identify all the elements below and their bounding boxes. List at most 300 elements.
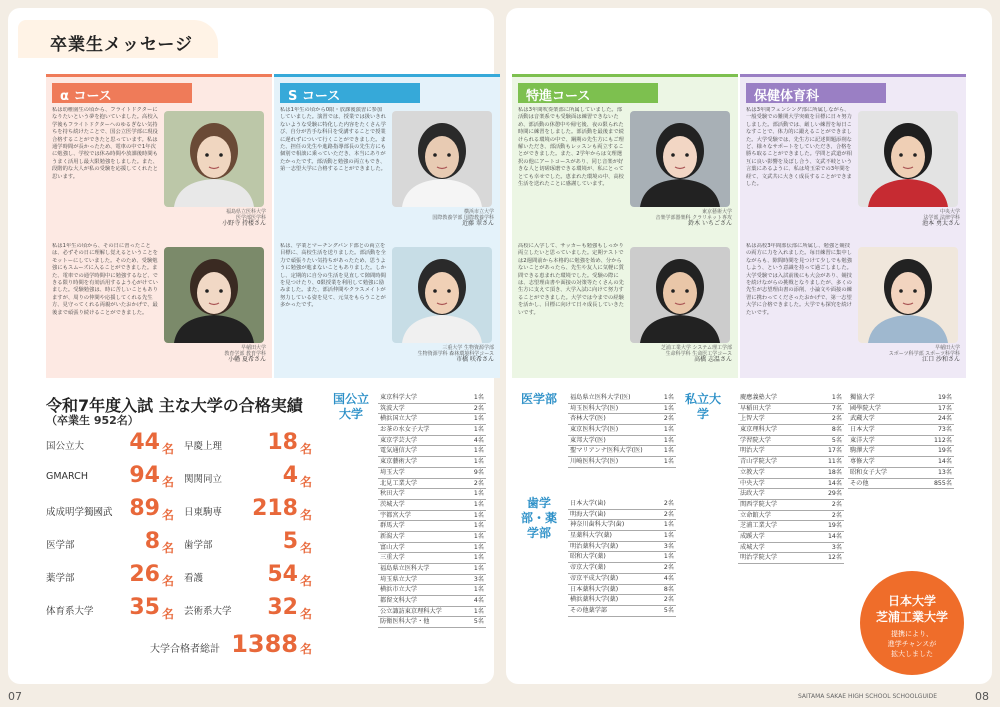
pass-count: 2名	[663, 510, 674, 518]
list-row	[378, 446, 486, 457]
university-name: 関西学院大学	[740, 500, 778, 508]
list-row	[738, 457, 844, 468]
pass-count: 1名	[473, 490, 484, 498]
list-row	[738, 521, 844, 532]
pass-count: 1名	[663, 553, 674, 561]
badge-line1: 日本大学	[887, 594, 936, 608]
list-row	[738, 532, 844, 543]
result-stat	[184, 463, 312, 495]
pass-count: 9名	[473, 468, 484, 476]
university-name: 三重大学	[380, 554, 405, 562]
university-name: 東京学芸大学	[380, 436, 418, 444]
pass-count: 1名	[663, 426, 674, 434]
portrait-icon	[392, 111, 492, 207]
university-name: 福島県立医科大学	[380, 565, 430, 572]
list-row	[568, 542, 676, 553]
pass-count: 1名	[663, 436, 674, 444]
stat-value: 26	[129, 562, 160, 587]
graduate-school: 東京藝術大学	[701, 209, 732, 215]
pass-count: 12名	[827, 554, 842, 562]
university-name: 公立諏訪東京理科大学	[380, 607, 442, 615]
pass-count: 112名	[934, 436, 952, 444]
list-row	[378, 553, 486, 564]
stat-label: 早慶上理	[184, 441, 223, 452]
pass-count: 1名	[663, 404, 674, 412]
pass-count: 14名	[827, 532, 842, 540]
university-name: 福島県立医科大学(医)	[570, 394, 631, 401]
portrait-icon	[164, 111, 264, 207]
university-name: 新潟大学	[380, 532, 405, 540]
stat-label: 成成明学獨國武	[46, 507, 113, 518]
list-row	[378, 596, 486, 607]
pass-count: 1名	[473, 565, 484, 572]
portrait-icon	[630, 247, 730, 343]
graduate-caption	[384, 209, 494, 228]
result-stat	[46, 496, 174, 528]
stat-label: 薬学部	[46, 573, 75, 584]
pass-count: 24名	[937, 415, 952, 423]
pass-count: 17名	[827, 447, 842, 455]
university-name: 茨城大学	[380, 500, 405, 508]
list-row	[378, 585, 486, 596]
portrait-icon	[392, 247, 492, 343]
medical-school-list	[568, 393, 676, 468]
portrait-icon	[858, 111, 958, 207]
stat-unit: 名	[299, 442, 312, 456]
private-university-list-2	[848, 393, 954, 489]
pass-count: 8名	[663, 585, 674, 593]
portrait-icon	[164, 247, 264, 343]
stat-unit: 名	[161, 607, 174, 621]
pass-count: 2名	[473, 479, 484, 487]
pass-count: 1名	[473, 511, 484, 519]
university-name: 明治薬科大学(薬)	[570, 542, 619, 550]
pass-count: 7名	[831, 404, 842, 412]
pass-count: 2名	[663, 596, 674, 604]
university-name: 立教大学	[740, 468, 765, 476]
stat-label: 歯学部	[184, 540, 213, 551]
list-row	[568, 425, 676, 436]
list-row	[848, 404, 954, 415]
list-row	[738, 500, 844, 511]
graduate-department: スポーツ科学部 スポーツ科学科	[888, 351, 960, 358]
list-row	[568, 585, 676, 596]
university-name: 埼玉県立大学	[380, 575, 418, 583]
university-name: 早稲田大学	[740, 404, 771, 412]
graduate-message: 私は1年生の頃から0限・放課後演習に参加していました。演習では、授業では扱いきれないような受験に特化した内容をたくさん学び、自分が苦手な科目を受講することで授業に遅れずについて行くことができました。また、担任の先生や進路指導部長の先生方にも個別で相談に乗っていただき、本当にありがたかったです。部活動と勉強の両立もでき、第一志望大学に合格することができました。	[280, 107, 386, 173]
list-label-dental: 歯学部・薬学部	[520, 496, 557, 540]
pass-count: 3名	[473, 575, 484, 583]
list-row	[568, 414, 676, 425]
graduate-photo	[164, 247, 264, 343]
list-row	[378, 617, 486, 628]
university-name: 日本薬科大学(薬)	[570, 585, 619, 593]
results-subtitle: （卒業生 952名）	[46, 414, 139, 427]
pass-count: 2名	[663, 564, 674, 572]
stat-label: 医学部	[46, 540, 75, 551]
pass-count: 14名	[827, 479, 842, 487]
pass-count: 1名	[663, 394, 674, 401]
graduate-caption	[156, 345, 266, 364]
university-name: 明海大学(歯)	[570, 510, 606, 518]
university-name: 電気通信大学	[380, 447, 418, 455]
list-row	[378, 457, 486, 468]
university-name: 東京理科大学	[740, 426, 778, 434]
national-university-list	[378, 393, 486, 628]
stat-label: 国公立大	[46, 441, 85, 452]
university-name: 埼玉大学	[380, 468, 405, 476]
list-row	[378, 511, 486, 522]
pass-count: 29名	[827, 490, 842, 498]
university-name: 星薬科大学(薬)	[570, 532, 612, 540]
graduate-photo	[392, 247, 492, 343]
list-row	[848, 446, 954, 457]
pass-count: 1名	[473, 554, 484, 562]
stat-unit: 名	[161, 574, 174, 588]
stat-label: GMARCH	[46, 471, 88, 482]
pass-count: 1名	[473, 447, 484, 455]
stat-unit: 名	[161, 508, 174, 522]
university-name: 東京医科大学(医)	[570, 426, 619, 434]
list-row	[378, 393, 486, 404]
graduate-photo	[630, 111, 730, 207]
pass-count: 11名	[827, 458, 842, 466]
graduate-name: 小野寺 持楼さん	[222, 220, 266, 228]
university-name: 日本大学	[850, 426, 875, 434]
list-row	[738, 404, 844, 415]
list-row	[848, 457, 954, 468]
pass-count: 1名	[663, 458, 674, 466]
graduate-name: 市橋 咲希さん	[456, 356, 494, 364]
list-row	[848, 425, 954, 436]
stat-value: 32	[267, 595, 298, 620]
university-name: 北見工業大学	[380, 479, 418, 487]
graduate-caption	[850, 209, 960, 228]
graduate-department: 法学部 法律学科	[923, 215, 960, 222]
university-name: 昭和大学(薬)	[570, 553, 606, 561]
list-row	[738, 553, 844, 564]
course-name: 特進コース	[518, 83, 658, 103]
pass-count: 5名	[663, 606, 674, 614]
list-row	[378, 414, 486, 425]
pass-count: 1名	[473, 607, 484, 615]
pass-count: 3名	[663, 542, 674, 550]
result-stat	[184, 430, 312, 462]
list-row	[378, 489, 486, 500]
pass-count: 19名	[937, 394, 952, 401]
stat-label: 体育系大学	[46, 606, 94, 617]
pass-count: 2名	[663, 500, 674, 507]
pass-count: 8名	[831, 426, 842, 434]
pass-count: 14名	[937, 458, 952, 466]
pass-count: 2名	[831, 415, 842, 423]
section-title: 卒業生メッセージ	[50, 35, 193, 55]
course-name: 保健体育科	[746, 83, 886, 103]
graduate-name: 池本 勇太さん	[922, 220, 960, 228]
list-row	[568, 595, 676, 606]
graduate-message: 私は、学業とマーチングバンド部との両立を目標に、高校生活を送りました。部活動を全力で頑張りたい気持ちがあったため、思うように勉強が進まないこともありました。しかし、定期的に自分の生活を見直して隙間時間を見つけたり、0限授業を利用して勉強に励みました。また、部活仲間やクラスメイトが努力している姿を見て、元気をもらうことが多かったです。	[280, 243, 386, 309]
list-row	[568, 563, 676, 574]
pass-count: 1名	[473, 522, 484, 530]
list-row	[738, 479, 844, 490]
graduate-name: 高橋 志温さん	[694, 356, 732, 364]
stat-value: 5	[282, 529, 298, 554]
pass-count: 19名	[937, 447, 952, 455]
footer-text: SAITAMA SAKAE HIGH SCHOOL SCHOOLGUIDE	[798, 693, 938, 700]
stat-unit: 名	[161, 475, 174, 489]
result-stat	[46, 529, 174, 561]
university-name: 武蔵大学	[850, 415, 875, 423]
graduate-message: 私は幼稚園生の頃から、フライトドクターになりたいという夢を抱いていました。高校入学後もフライトドクターへのゆるぎない気持ちを持ち続けたことで、国公立医学部に現役合格することができたと思っています。私は通学時間が長かったため、電車の中で1年次に勉強し、学校では休み時間や放課後時間もうまく活用し最大限勉強をしました。また、段階的な大人が私の受験を応援してくれたと思います。	[52, 107, 158, 180]
list-row	[568, 446, 676, 457]
university-name: 芝浦工業大学	[740, 522, 778, 530]
graduate-department: 音楽学部器楽科 クラリネット専攻	[655, 215, 732, 222]
pass-count: 1名	[473, 426, 484, 434]
list-row	[738, 446, 844, 457]
pass-count: 1名	[473, 532, 484, 540]
university-name: 中央大学	[740, 479, 765, 487]
stat-value: 44	[129, 430, 160, 455]
pass-count: 4名	[473, 597, 484, 605]
course-name: S コース	[280, 83, 420, 103]
total-value: 1388	[231, 630, 298, 658]
graduate-message: 私は高校3年間部伝部に所属し、勉強と競技の両方に力を入れました。毎日練習に集中しながらも、隙間時間を見つけて少しでも勉強しよう、という意識を持って過ごしました。大学受験では入試前後にも大会があり、競技を続けながらの挑戦となりましたが、多くの先生が志望理由書の添削、小論文や面接の練習に携わってくださったおかげで、第一志望大学に合格できました。大学でも探究を続けたいです。	[746, 243, 852, 316]
university-name: 神奈川歯科大学(歯)	[570, 521, 625, 529]
list-label-private: 私立大学	[684, 392, 721, 421]
list-row	[848, 479, 954, 490]
stat-unit: 名	[161, 442, 174, 456]
result-stat	[46, 430, 174, 462]
university-name: 東邦大学(医)	[570, 436, 606, 444]
result-stat	[46, 562, 174, 594]
list-row	[568, 606, 676, 617]
university-name: 宇都宮大学	[380, 511, 411, 519]
badge-line3: 提携により、	[891, 630, 933, 638]
stat-unit: 名	[299, 574, 312, 588]
stat-value: 54	[267, 562, 298, 587]
university-name: 帝京大学(薬)	[570, 564, 606, 572]
university-name: 立命館大学	[740, 511, 771, 519]
pass-count: 2名	[831, 500, 842, 508]
pass-count: 17名	[937, 404, 952, 412]
pass-count: 1名	[473, 586, 484, 594]
university-name: 明治学院大学	[740, 554, 778, 562]
portrait-icon	[630, 111, 730, 207]
list-row	[378, 575, 486, 586]
course-card-1	[46, 74, 272, 378]
university-name: 明治大学	[740, 447, 765, 455]
university-name: 横浜薬科大学(薬)	[570, 596, 619, 604]
list-row	[378, 479, 486, 490]
dental-pharmacy-list	[568, 499, 676, 617]
graduate-department: 医学部医学科	[235, 215, 266, 222]
pass-count: 1名	[663, 521, 674, 529]
university-name: 獨協大学	[850, 394, 875, 401]
pass-count: 1名	[473, 415, 484, 423]
university-name: 筑波大学	[380, 404, 405, 412]
pass-count: 5名	[831, 436, 842, 444]
graduate-school: 三重大学 生物資源学部	[442, 345, 494, 351]
university-name: 富山大学	[380, 543, 405, 551]
university-name: 聖マリアンナ医科大学(医)	[570, 447, 643, 455]
graduate-photo	[392, 111, 492, 207]
list-row	[378, 543, 486, 554]
stat-value: 4	[282, 463, 298, 488]
list-row	[378, 436, 486, 447]
page-number-right: 08	[975, 690, 989, 703]
list-row	[848, 393, 954, 404]
list-row	[378, 425, 486, 436]
graduate-message: 私は3年間フェンシング部に所属しながら、一般受験での難関大学突破を目標に日々努力しました。部活動では、厳しい練習を毎日こなすことで、体力的に鍛えることができました。大学受験では、先生方に記述問題添削など、様々なサポートをしていただき、合格を勝ち取ることができました。学問と武道が相互に良い影響を及ぼし合う、文武不岐という言葉にあるように、私は埼玉栄での3年間を経て、文武共に大きく成長することができました。	[746, 107, 852, 188]
list-row	[738, 468, 844, 479]
list-label-national: 国公立大学	[332, 392, 369, 421]
graduate-caption	[156, 209, 266, 228]
graduate-school: 福島県立医科大学	[225, 209, 266, 215]
university-name: 東京科学大学	[380, 394, 418, 401]
badge-line4: 進学チャンスが	[887, 640, 937, 648]
list-row	[568, 510, 676, 521]
graduate-school: 横浜市立大学	[463, 209, 494, 215]
list-row	[378, 532, 486, 543]
list-row	[378, 500, 486, 511]
portrait-icon	[858, 247, 958, 343]
result-stat	[184, 496, 312, 528]
university-name: 上智大学	[740, 415, 765, 423]
graduate-caption	[622, 345, 732, 364]
course-card-3	[512, 74, 738, 378]
university-name: 成蹊大学	[740, 532, 765, 540]
list-row	[568, 531, 676, 542]
graduate-message: 私は3年間吹奏楽部に所属していました。部活動は音楽系でも受験面は練習できないため、部活動の休憩中や帰宅後、夜の限られた時間に練習をしました。部活動を最後まで続けられる環境の中で、鋼期の先生方にもご理解いただき、部活動もレッスンも両立することができました。また、2学年からは文理選択の他にアートコースがあり、同じ音楽が好きな人と切磋琢磨できる環境が、私にとってとても幸せでした。恵まれた環境の中、高校生活を送れたことに感謝しています。	[518, 107, 624, 188]
university-name: 専修大学	[850, 458, 875, 466]
list-row	[378, 404, 486, 415]
list-row	[568, 499, 676, 510]
stat-label: 日東駒専	[184, 507, 223, 518]
stat-unit: 名	[299, 508, 312, 522]
list-row	[738, 414, 844, 425]
graduate-name: 鈴木 いちごさん	[688, 220, 732, 228]
list-row	[378, 607, 486, 618]
list-row	[568, 457, 676, 468]
pass-count: 3名	[831, 543, 842, 551]
list-row	[848, 468, 954, 479]
list-row	[568, 436, 676, 447]
list-row	[848, 414, 954, 425]
university-name: 都留文科大学	[380, 597, 418, 605]
university-name: 青山学院大学	[740, 458, 778, 466]
university-name: 日本大学(歯)	[570, 500, 606, 507]
result-stat	[184, 562, 312, 594]
graduate-department: 国際教養学部 国際教養学科	[432, 215, 494, 222]
list-row	[738, 425, 844, 436]
pass-count: 18名	[827, 468, 842, 476]
list-row	[738, 393, 844, 404]
graduate-message: 私は1年生の頃から、その日に習ったことは、必ずその日に理解し覚えるということをモットーにしていました。そのため、受験勉強にもスムーズに入ることができました。また、電車での通学時間中に勉強するなど、できる限り時間を有効活用するよう心がけていました。受験勉強は、時に苦しいこともありますが、周りの仲間や応援してくれる先生方、見守ってくれる両親がいたおかげで、最後まで頑張り続けることができました。	[52, 243, 158, 316]
university-name: 東京藝術大学	[380, 458, 418, 466]
list-row	[568, 574, 676, 585]
graduate-name: 小幡 夏希さん	[228, 356, 266, 364]
university-name: 法政大学	[740, 490, 765, 498]
graduate-caption	[850, 345, 960, 364]
graduate-name: 江口 沙和さん	[922, 356, 960, 364]
result-total	[150, 630, 312, 662]
list-row	[738, 489, 844, 500]
university-name: 横浜市立大学	[380, 586, 418, 594]
results-title: 令和7年度入試 主な大学の合格実績	[46, 396, 303, 415]
graduate-department: 生物資源学科 森林環境科学コース	[417, 351, 494, 358]
university-name: 学習院大学	[740, 436, 771, 444]
graduate-department: 生命科学科 生命医工学コース	[665, 351, 732, 358]
list-row	[738, 543, 844, 554]
list-row	[738, 511, 844, 522]
graduate-photo	[630, 247, 730, 343]
pass-count: 1名	[473, 500, 484, 508]
stat-value: 218	[252, 496, 298, 521]
graduate-school: 中央大学	[939, 209, 960, 215]
university-name: 駒澤大学	[850, 447, 875, 455]
pass-count: 1名	[663, 532, 674, 540]
stat-value: 94	[129, 463, 160, 488]
graduate-caption	[384, 345, 494, 364]
partnership-badge	[860, 571, 964, 675]
pass-count: 2名	[831, 511, 842, 519]
total-label: 大学合格者総計	[150, 644, 220, 655]
university-name: 川崎医科大学(医)	[570, 458, 619, 466]
stat-value: 18	[267, 430, 298, 455]
list-row	[378, 564, 486, 575]
list-row	[848, 436, 954, 447]
university-name: 秋田大学	[380, 490, 405, 498]
list-row	[738, 436, 844, 447]
badge-line2: 芝浦工業大学	[875, 610, 948, 624]
total-unit: 名	[299, 642, 312, 656]
pass-count: 1名	[831, 394, 842, 401]
stat-label: 芸術系大学	[184, 606, 232, 617]
university-name: 國學院大学	[850, 404, 881, 412]
university-name: 埼玉医科大学(医)	[570, 404, 619, 412]
course-card-2	[274, 74, 500, 378]
pass-count: 4名	[473, 436, 484, 444]
stat-unit: 名	[299, 607, 312, 621]
university-name: 東洋大学	[850, 436, 875, 444]
pass-count: 73名	[937, 426, 952, 434]
pass-count: 19名	[827, 522, 842, 530]
graduate-name: 近藤 翠さん	[462, 220, 494, 228]
result-stat	[46, 463, 174, 495]
stat-value: 89	[129, 496, 160, 521]
university-name: 杏林大学(医)	[570, 415, 606, 423]
stat-value: 35	[129, 595, 160, 620]
university-name: お茶の水女子大学	[380, 426, 430, 434]
list-row	[568, 552, 676, 563]
pass-count: 2名	[663, 415, 674, 423]
pass-count: 4名	[663, 574, 674, 582]
stat-label: 看護	[184, 573, 204, 584]
list-label-medical: 医学部	[520, 392, 557, 406]
list-row	[378, 468, 486, 479]
list-row	[378, 521, 486, 532]
stat-unit: 名	[161, 541, 174, 555]
course-name: α コース	[52, 83, 192, 103]
stat-unit: 名	[299, 475, 312, 489]
graduate-message: 高校に入学して、サッカーも勉強もしっかり両立したいと思っていました。定期テストでは2週間前から本格的に勉強を始め、分からないことがあったら、先生や友人に気軽に質問できる恵まれた環境でした。受験の際には、志望理由書や面接の対策等たくさんの先生方に支えて頂き、大学入試に向けて努力することができました。大学では今までの経験を活かし、目標に向けて日々成長していきたいです。	[518, 243, 624, 316]
list-row	[568, 404, 676, 415]
pass-count: 13名	[937, 468, 952, 476]
pass-count: 1名	[473, 394, 484, 401]
graduate-school: 芝浦工業大学 システム理工学部	[660, 345, 732, 351]
university-name: 防衛医科大学・他	[380, 618, 430, 626]
pass-count: 1名	[473, 543, 484, 551]
